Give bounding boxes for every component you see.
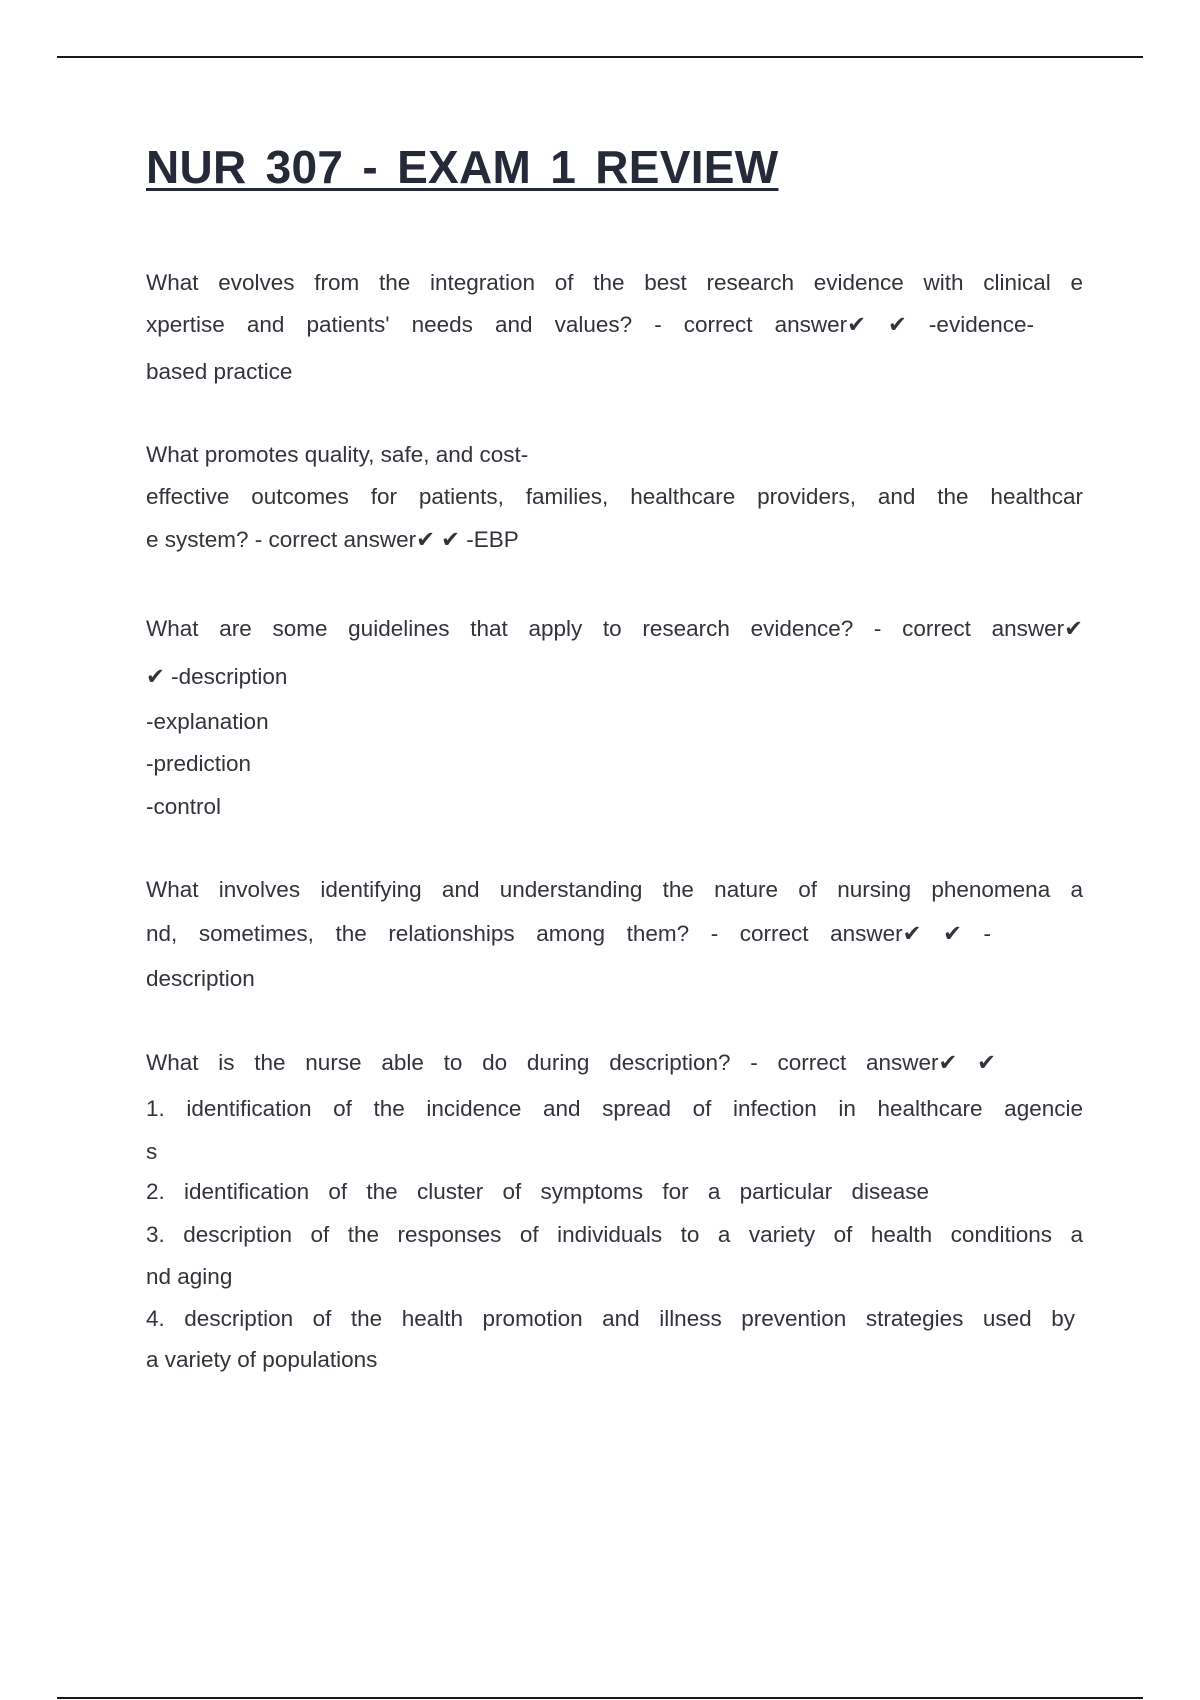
qa-line: 2. identification of the cluster of symptoms for a particular disease [146, 1179, 929, 1204]
qa-line: -control [146, 794, 222, 819]
qa-line: based practice [146, 359, 293, 384]
qa-line: effective outcomes for patients, families, healthcare providers, and the healthcar [146, 484, 1083, 509]
qa-line: xpertise and patients' needs and values? - correct answer✔ ✔ -evidence- [146, 312, 1034, 337]
qa-line: e system? - correct answer✔ ✔ -EBP [146, 527, 519, 552]
qa-line: 3. description of the responses of individuals to a variety of health conditions a [146, 1222, 1083, 1247]
qa-line: description [146, 966, 255, 991]
qa-line: What evolves from the integration of the best research evidence with clinical e [146, 270, 1083, 295]
qa-line: s [146, 1139, 158, 1164]
document-title: NUR 307 - EXAM 1 REVIEW [146, 141, 779, 193]
bottom-rule [57, 1697, 1143, 1699]
qa-line: -prediction [146, 751, 252, 776]
qa-line: What is the nurse able to do during description? - correct answer✔ ✔ [146, 1050, 996, 1075]
document-body [146, 140, 1086, 1372]
qa-line: nd, sometimes, the relationships among them? - correct answer✔ ✔ - [146, 921, 991, 946]
top-rule [57, 56, 1143, 58]
qa-line: 1. identification of the incidence and spread of infection in healthcare agencie [146, 1096, 1083, 1121]
qa-line: What promotes quality, safe, and cost- [146, 442, 529, 467]
qa-line: 4. description of the health promotion and illness prevention strategies used by [146, 1306, 1075, 1331]
qa-line: What involves identifying and understanding the nature of nursing phenomena a [146, 877, 1083, 902]
qa-line: nd aging [146, 1264, 233, 1289]
qa-line: ✔ -description [146, 664, 288, 689]
qa-line: What are some guidelines that apply to research evidence? - correct answer✔ [146, 616, 1083, 641]
qa-line: a variety of populations [146, 1347, 378, 1372]
qa-line: -explanation [146, 709, 269, 734]
